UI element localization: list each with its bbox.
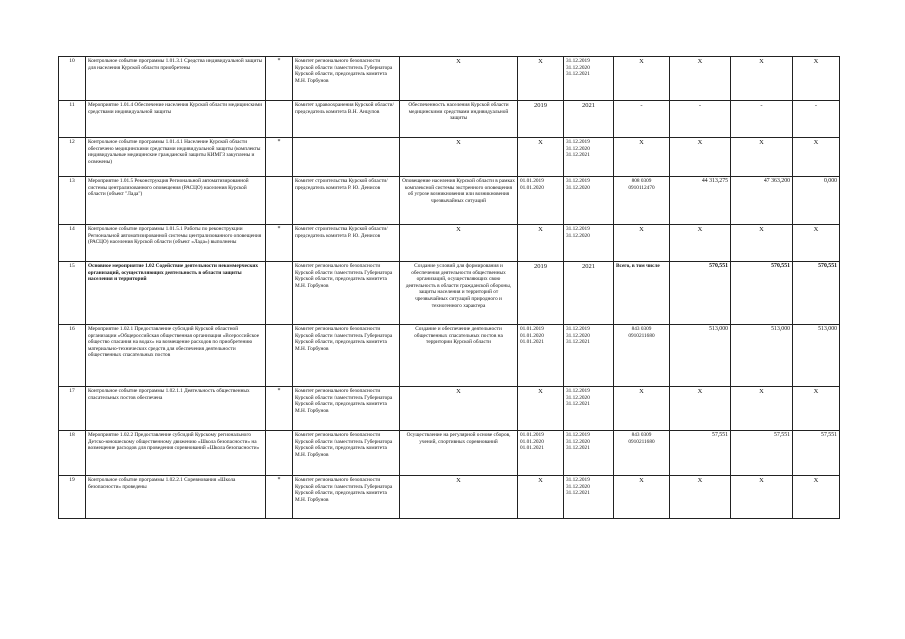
expected-result-cell: X xyxy=(400,57,518,101)
start-date-cell: 01.01.2019 01.01.2020 xyxy=(518,177,564,225)
control-event-mark xyxy=(266,177,293,225)
start-date-cell: X xyxy=(518,225,564,262)
row-number: 15 xyxy=(59,262,86,325)
expected-result-cell: X xyxy=(400,138,518,177)
executor-cell: Комитет регионального безопасности Курской области /заместитель Губернатора Курской области, председатель комитета М.Н. Горбунов xyxy=(293,476,400,519)
amount-2020-cell: X xyxy=(731,387,793,431)
row-number: 16 xyxy=(59,325,86,387)
control-event-mark xyxy=(266,431,293,476)
kbk-cell: Всего, в том числе xyxy=(614,262,670,325)
amount-2021-cell: X xyxy=(793,138,840,177)
control-event-mark xyxy=(266,325,293,387)
amount-2021-cell: 0,000 xyxy=(793,177,840,225)
table-row xyxy=(59,262,840,325)
control-event-mark: * xyxy=(266,138,293,177)
expected-result-cell: Создание и обеспечение деятельности общественных спасательных постов на территории Курской области xyxy=(400,325,518,387)
expected-result-cell: X xyxy=(400,225,518,262)
end-date-cell: 31.12.2019 31.12.2020 31.12.2021 xyxy=(564,387,614,431)
start-date-cell: 01.01.2019 01.01.2020 01.01.2021 xyxy=(518,431,564,476)
table-body xyxy=(59,57,840,519)
amount-2021-cell: X xyxy=(793,57,840,101)
expected-result-cell: X xyxy=(400,387,518,431)
end-date-cell: 2021 xyxy=(564,101,614,138)
amount-2021-cell: 570,551 xyxy=(793,262,840,325)
kbk-cell: 843 0309 0910211680 xyxy=(614,325,670,387)
executor-cell: Комитет регионального безопасности Курской области /заместитель Губернатора Курской области, председатель комитета М.Н. Горбунов xyxy=(293,387,400,431)
end-date-cell: 31.12.2019 31.12.2020 31.12.2021 xyxy=(564,476,614,519)
row-number: 12 xyxy=(59,138,86,177)
table-row xyxy=(59,138,840,177)
start-date-cell: 2019 xyxy=(518,101,564,138)
activity-name: Мероприятие 1.02.2 Предоставление субсидий Курскому регионального Детско-юношескому общественному движению «Школа безопасности» на возмещение расходов для проведения соревнований «Школа безопасности» xyxy=(86,431,266,476)
amount-2020-cell: X xyxy=(731,57,793,101)
control-event-mark: * xyxy=(266,476,293,519)
row-number: 13 xyxy=(59,177,86,225)
start-date-cell: X xyxy=(518,138,564,177)
table-row xyxy=(59,431,840,476)
amount-2019-cell: X xyxy=(670,57,731,101)
row-number: 18 xyxy=(59,431,86,476)
row-number: 11 xyxy=(59,101,86,138)
expected-result-cell: Обеспеченность населения Курской области медицинскими средствами индивидуальной защиты xyxy=(400,101,518,138)
executor-cell xyxy=(293,138,400,177)
amount-2019-cell: X xyxy=(670,138,731,177)
amount-2020-cell: X xyxy=(731,476,793,519)
start-date-cell: X xyxy=(518,57,564,101)
end-date-cell: 31.12.2019 31.12.2020 31.12.2021 xyxy=(564,325,614,387)
control-event-mark: * xyxy=(266,225,293,262)
end-date-cell: 31.12.2019 31.12.2020 31.12.2021 xyxy=(564,57,614,101)
control-event-mark: * xyxy=(266,387,293,431)
end-date-cell: 31.12.2019 31.12.2020 31.12.2021 xyxy=(564,138,614,177)
expected-result-cell: Осуществление на регулярной основе сборов, учений, спортивных соревнований xyxy=(400,431,518,476)
kbk-cell: X xyxy=(614,138,670,177)
row-number: 10 xyxy=(59,57,86,101)
activity-name: Контрольное событие программы 1.01.3.1 Средства индивидуальной защиты для населения Курской области приобретены xyxy=(86,57,266,101)
amount-2021-cell: X xyxy=(793,476,840,519)
amount-2020-cell: 570,551 xyxy=(731,262,793,325)
table-row xyxy=(59,177,840,225)
table-row xyxy=(59,101,840,138)
start-date-cell: 01.01.2019 01.01.2020 01.01.2021 xyxy=(518,325,564,387)
activity-name: Мероприятие 1.01.5 Реконструкция Региональной автоматизированной системы централизованного оповещения (РАСЦО) населения Курской области (объект "Лада") xyxy=(86,177,266,225)
table-row xyxy=(59,57,840,101)
amount-2021-cell: - xyxy=(793,101,840,138)
executor-cell: Комитет регионального безопасности Курской области /заместитель Губернатора Курской области, председатель комитета М.Н. Горбунов xyxy=(293,57,400,101)
row-number: 19 xyxy=(59,476,86,519)
amount-2019-cell: X xyxy=(670,387,731,431)
amount-2020-cell: 47 363,200 xyxy=(731,177,793,225)
kbk-cell: 843 0309 0910211680 xyxy=(614,431,670,476)
amount-2019-cell: 44 313,275 xyxy=(670,177,731,225)
control-event-mark: * xyxy=(266,57,293,101)
executor-cell: Комитет регионального безопасности Курской области /заместитель Губернатора Курской области, председатель комитета М.Н. Горбунов xyxy=(293,325,400,387)
amount-2020-cell: X xyxy=(731,225,793,262)
activity-name: Основное мероприятие 1.02 Содействие деятельности некоммерческих организаций, осуществляющих деятельность в области защиты населения и территорий xyxy=(86,262,266,325)
kbk-cell: 808 0309 0910112470 xyxy=(614,177,670,225)
row-number: 17 xyxy=(59,387,86,431)
start-date-cell: X xyxy=(518,476,564,519)
activity-name: Контрольное событие программы 1.02.2.1 Соревнования «Школа безопасности» проведены xyxy=(86,476,266,519)
executor-cell: Комитет регионального безопасности Курской области /заместитель Губернатора Курской области, председатель комитета М.Н. Горбунов xyxy=(293,262,400,325)
kbk-cell: - xyxy=(614,101,670,138)
amount-2020-cell: X xyxy=(731,138,793,177)
amount-2021-cell: X xyxy=(793,225,840,262)
expected-result-cell: Оповещение населения Курской области в рамках комплексной системы экстренного оповещения об угрозе возникновения или возникновения чрезвычайных ситуаций xyxy=(400,177,518,225)
amount-2021-cell: X xyxy=(793,387,840,431)
activity-name: Мероприятие 1.02.1 Предоставление субсидий Курской областной организации «Общероссийская общественная организация «Всероссийское общество спасания на водах» на возмещение расходов по приобретению материально-технических средств для обеспечения деятельности общественных спасательных постов xyxy=(86,325,266,387)
amount-2020-cell: - xyxy=(731,101,793,138)
amount-2021-cell: 57,551 xyxy=(793,431,840,476)
control-event-mark xyxy=(266,101,293,138)
expected-result-cell: Создание условий для формирования и обеспечения деятельности общественных организаций, осуществляющих свою деятельность в области гражданской обороны, защиты населения и территорий от чрезвычайных ситуаций природного и техногенного характера xyxy=(400,262,518,325)
executor-cell: Комитет регионального безопасности Курской области /заместитель Губернатора Курской области, председатель комитета М.Н. Горбунов xyxy=(293,431,400,476)
end-date-cell: 31.12.2019 31.12.2020 xyxy=(564,225,614,262)
start-date-cell: 2019 xyxy=(518,262,564,325)
row-number: 14 xyxy=(59,225,86,262)
end-date-cell: 31.12.2019 31.12.2020 xyxy=(564,177,614,225)
kbk-cell: X xyxy=(614,387,670,431)
amount-2019-cell: X xyxy=(670,225,731,262)
amount-2019-cell: - xyxy=(670,101,731,138)
table-row xyxy=(59,325,840,387)
amount-2020-cell: 57,551 xyxy=(731,431,793,476)
activity-name: Контрольное событие программы 1.01.4.1 Население Курской области обеспечено медицинскими средствами индивидуальной защиты (комплекты индивидуальные медицинские гражданской защиты КИМГЗ закуплены и освежены) xyxy=(86,138,266,177)
end-date-cell: 2021 xyxy=(564,262,614,325)
activity-name: Мероприятие 1.01.4 Обеспечение населения Курской области медицинскими средствами индивидуальной защиты xyxy=(86,101,266,138)
table-row xyxy=(59,387,840,431)
control-event-mark xyxy=(266,262,293,325)
kbk-cell: X xyxy=(614,225,670,262)
amount-2021-cell: 513,000 xyxy=(793,325,840,387)
activity-name: Контрольное событие программы 1.02.1.1 Деятельность общественных спасательных постов обеспечена xyxy=(86,387,266,431)
amount-2020-cell: 513,000 xyxy=(731,325,793,387)
program-table xyxy=(58,56,840,519)
kbk-cell: X xyxy=(614,476,670,519)
start-date-cell: X xyxy=(518,387,564,431)
executor-cell: Комитет строительства Курской области/ председатель комитета Р. Ю. Денисов xyxy=(293,177,400,225)
amount-2019-cell: 570,551 xyxy=(670,262,731,325)
amount-2019-cell: 513,000 xyxy=(670,325,731,387)
executor-cell: Комитет строительства Курской области/председатель комитета Р. Ю. Денисов xyxy=(293,225,400,262)
amount-2019-cell: X xyxy=(670,476,731,519)
executor-cell: Комитет здравоохранения Курской области/ председатель комитета В.Н. Анцупов xyxy=(293,101,400,138)
table-row xyxy=(59,476,840,519)
amount-2019-cell: 57,551 xyxy=(670,431,731,476)
table-row xyxy=(59,225,840,262)
end-date-cell: 31.12.2019 31.12.2020 31.12.2021 xyxy=(564,431,614,476)
expected-result-cell: X xyxy=(400,476,518,519)
kbk-cell: X xyxy=(614,57,670,101)
activity-name: Контрольное событие программы 1.01.5.1 Работы по реконструкции Региональной автоматизированной системы централизованного оповещения (РАСЦО) населения Курской области (объект «Лада») выполнены xyxy=(86,225,266,262)
